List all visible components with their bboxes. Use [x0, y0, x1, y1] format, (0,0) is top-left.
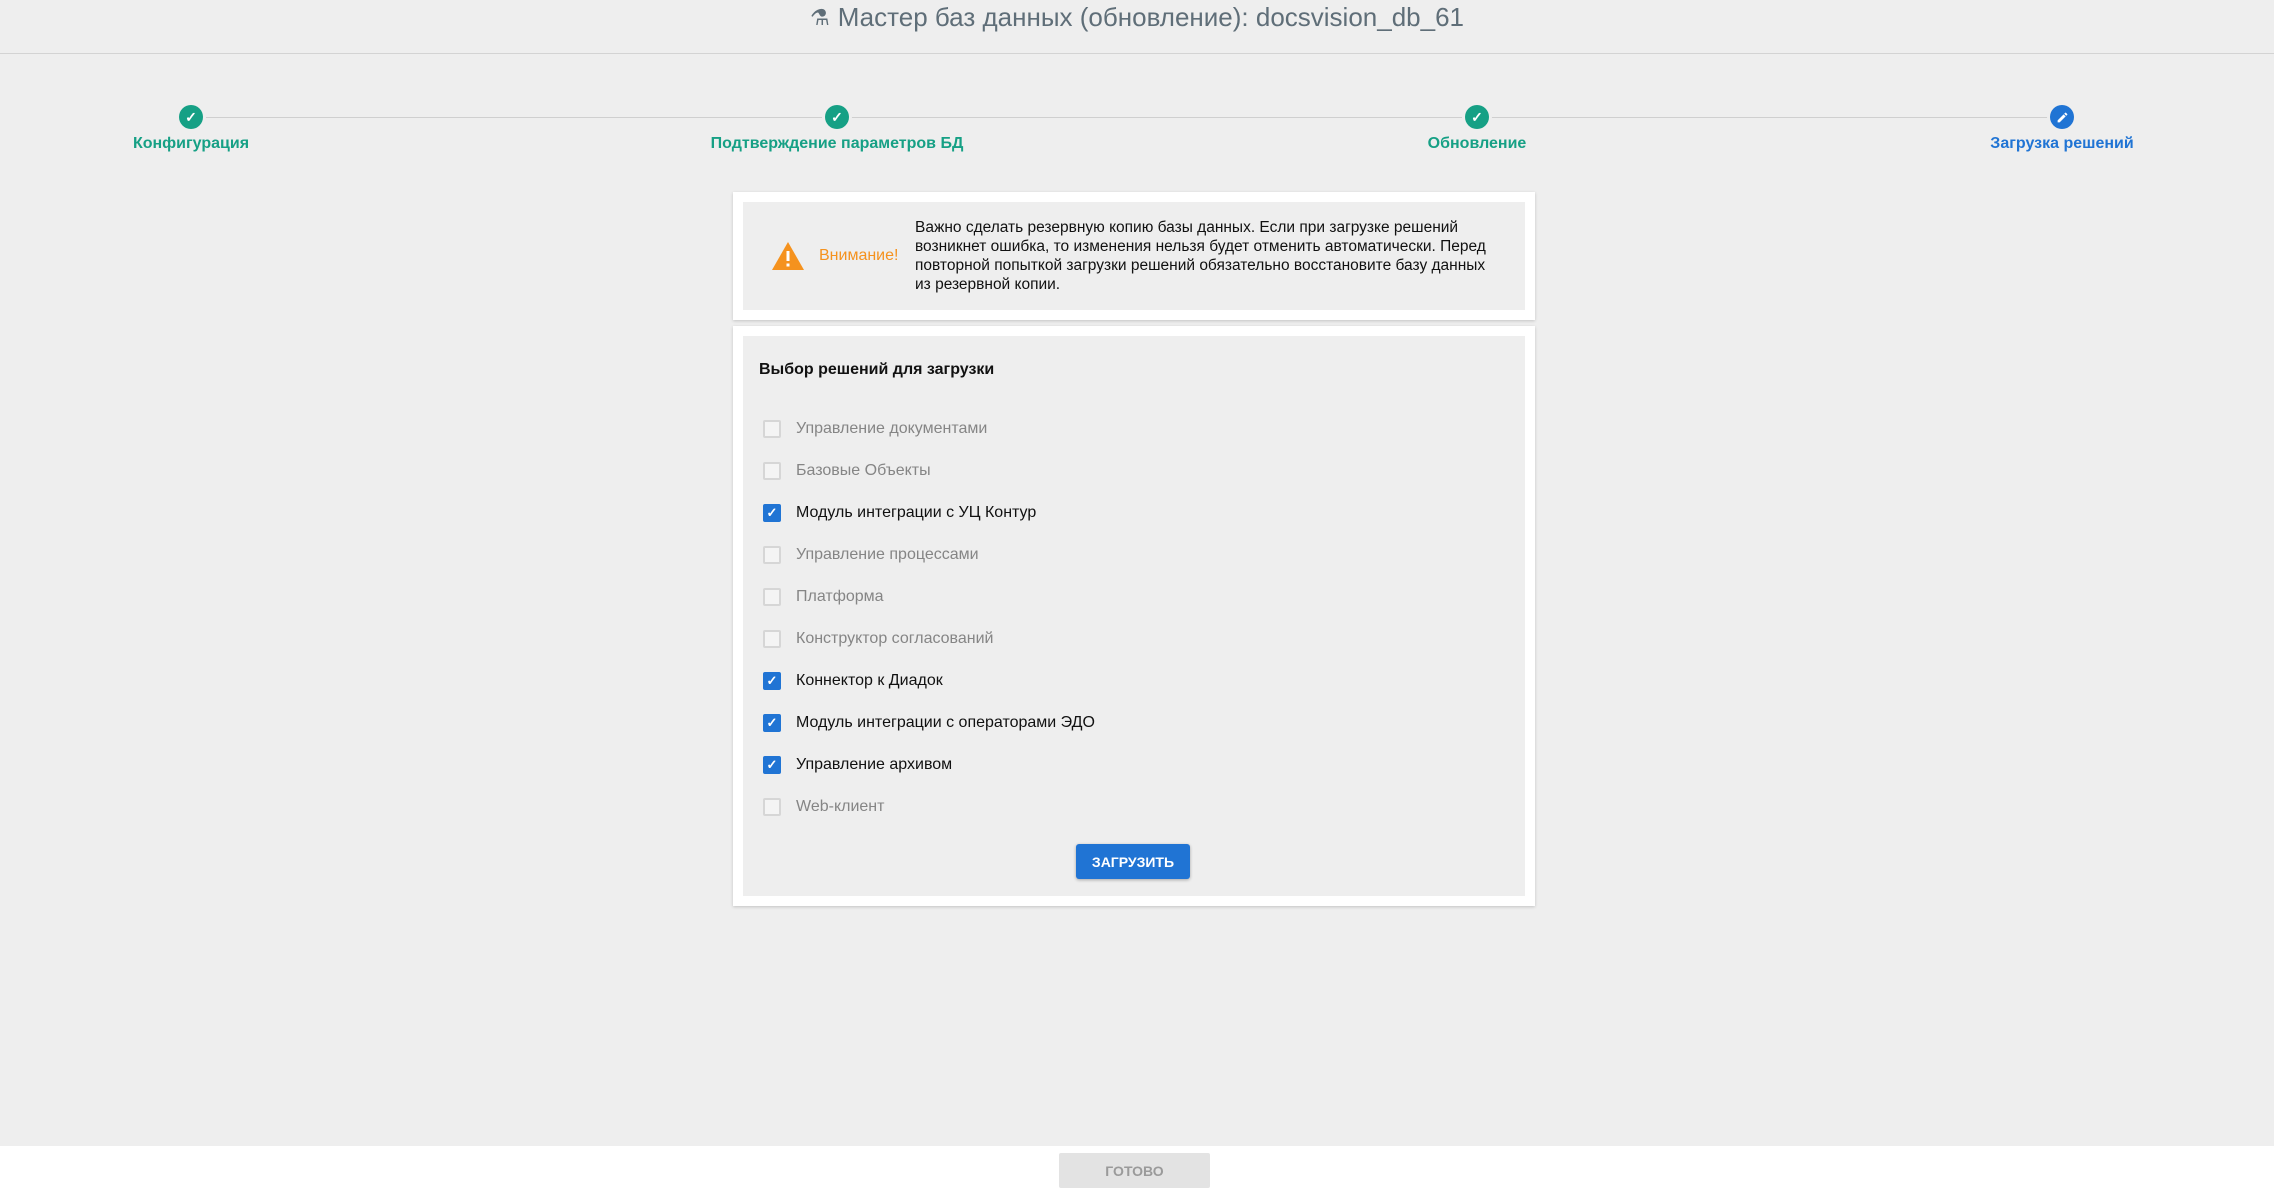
step-label: Подтверждение параметров БД	[710, 135, 964, 152]
flask-icon: ⚗	[809, 4, 830, 30]
checkbox[interactable]	[763, 798, 781, 816]
solution-label: Управление процессами	[796, 546, 979, 563]
solution-item[interactable]	[763, 450, 1095, 492]
step-load-solutions	[1862, 105, 2262, 153]
warning-panel	[743, 202, 1525, 310]
load-button[interactable]: ЗАГРУЗИТЬ	[1076, 844, 1190, 879]
solution-item[interactable]	[763, 618, 1095, 660]
solution-label: Модуль интеграции с УЦ Контур	[796, 504, 1037, 521]
solution-label: Управление документами	[796, 420, 988, 437]
solutions-title: Выбор решений для загрузки	[759, 361, 995, 378]
solution-label: Модуль интеграции с операторами ЭДО	[796, 714, 1095, 731]
checkbox-checked[interactable]: ✓	[763, 672, 781, 690]
solution-label: Базовые Объекты	[796, 462, 931, 479]
step-label: Загрузка решений	[1990, 135, 2134, 152]
check-icon: ✓	[1465, 105, 1489, 129]
step-db-params	[637, 105, 1037, 153]
solution-label: Платформа	[796, 588, 884, 605]
warning-card	[733, 192, 1535, 320]
step-configuration	[0, 105, 391, 153]
solution-item[interactable]	[763, 660, 1095, 702]
warning-title: Внимание!	[819, 247, 899, 264]
solution-item[interactable]	[763, 408, 1095, 450]
solution-label: Коннектор к Диадок	[796, 672, 943, 689]
page-title: Мастер баз данных (обновление): docsvision_db_61	[837, 2, 1465, 32]
checkbox[interactable]	[763, 420, 781, 438]
warning-text: Важно сделать резервную копию базы данных. Если при загрузке решений возникнет ошибка, то изменения нельзя будет отменить автоматически. Перед повторной попыткой загрузки решений обязательно восстановите базу данных из резервной копии.	[915, 219, 1486, 293]
step-label: Обновление	[1427, 135, 1527, 152]
solution-item[interactable]	[763, 702, 1095, 744]
checkbox[interactable]	[763, 546, 781, 564]
pencil-icon	[2050, 105, 2074, 129]
solution-item[interactable]	[763, 492, 1095, 534]
checkbox-checked[interactable]: ✓	[763, 714, 781, 732]
solution-label: Управление архивом	[796, 756, 953, 773]
check-icon: ✓	[179, 105, 203, 129]
step-update	[1277, 105, 1677, 153]
warning-icon	[771, 241, 805, 271]
solution-item[interactable]	[763, 744, 1095, 786]
footer-bar	[0, 1146, 2274, 1200]
checkbox[interactable]	[763, 462, 781, 480]
checkbox[interactable]	[763, 588, 781, 606]
solutions-panel	[743, 336, 1525, 896]
done-button[interactable]: ГОТОВО	[1059, 1153, 1210, 1188]
checkbox-checked[interactable]: ✓	[763, 504, 781, 522]
solution-label: Web-клиент	[796, 798, 885, 815]
checkbox[interactable]	[763, 630, 781, 648]
solution-item[interactable]	[763, 534, 1095, 576]
solution-item[interactable]	[763, 576, 1095, 618]
solution-item[interactable]	[763, 786, 1095, 828]
solutions-card	[733, 326, 1535, 906]
solution-label: Конструктор согласований	[796, 630, 994, 647]
solutions-list	[763, 408, 1095, 828]
check-icon: ✓	[825, 105, 849, 129]
step-label: Конфигурация	[132, 135, 250, 152]
checkbox-checked[interactable]: ✓	[763, 756, 781, 774]
wizard-stepper	[0, 0, 2274, 160]
